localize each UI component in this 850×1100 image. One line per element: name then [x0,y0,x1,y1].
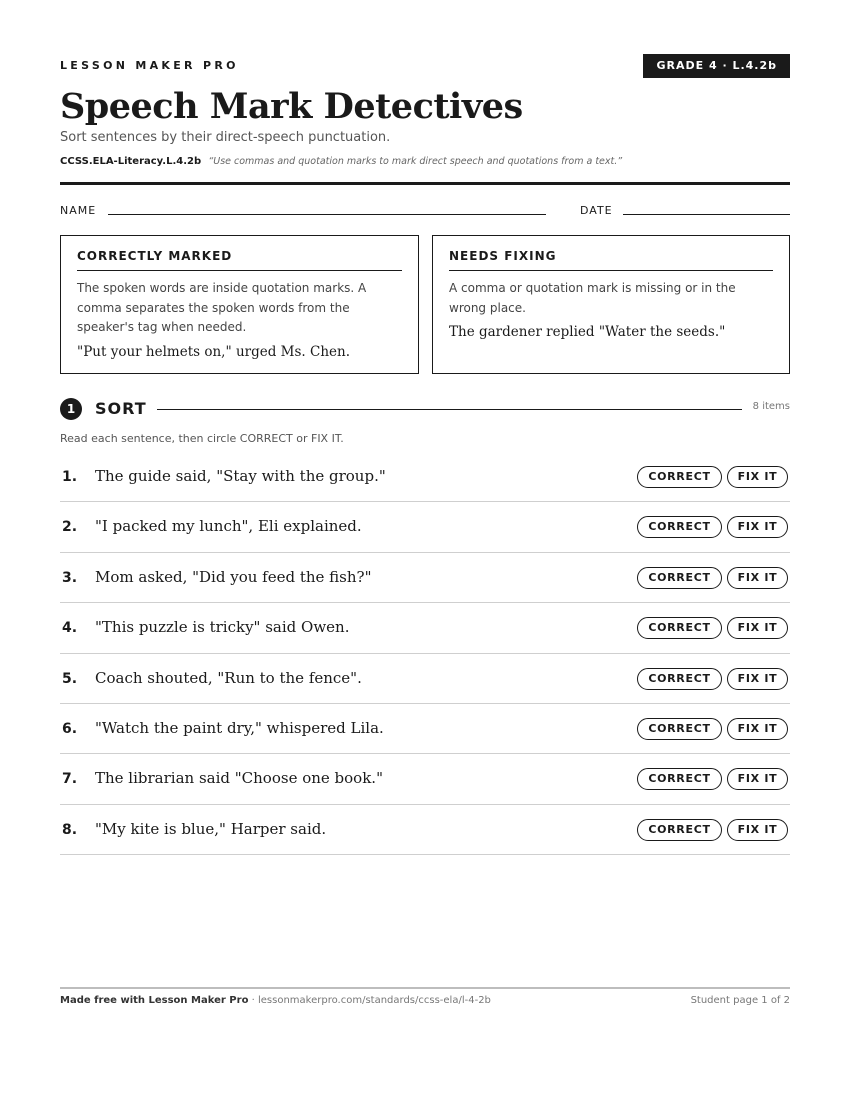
correct-box-example: "Put your helmets on," urged Ms. Chen. [77,343,350,360]
item-number: 3. [62,569,78,586]
correct-option[interactable]: CORRECT [637,617,722,639]
list-item [60,754,790,804]
footer-separator: · [248,995,258,1006]
brand-name: LESSON MAKER PRO [60,59,239,72]
correct-option[interactable]: CORRECT [637,819,722,841]
item-number: 8. [62,821,78,838]
correct-option[interactable]: CORRECT [637,567,722,589]
correct-example-box [60,235,419,374]
fix-it-option[interactable]: FIX IT [727,768,788,790]
item-sentence: "This puzzle is tricky" said Owen. [95,618,350,637]
date-label: DATE [580,204,613,217]
list-item [60,805,790,855]
correct-option[interactable]: CORRECT [637,466,722,488]
item-sentence: Coach shouted, "Run to the fence". [95,668,362,687]
correct-option[interactable]: CORRECT [637,668,722,690]
date-field[interactable] [623,214,790,215]
correct-option[interactable]: CORRECT [637,718,722,740]
item-sentence: "I packed my lunch", Eli explained. [95,517,362,536]
fix-it-option[interactable]: FIX IT [727,466,788,488]
correct-option[interactable]: CORRECT [637,516,722,538]
item-sentence: "Watch the paint dry," whispered Lila. [95,718,384,737]
item-number: 7. [62,771,78,788]
step-number-badge: 1 [60,398,82,420]
section-divider [157,409,742,410]
footer-made-with: Made free with Lesson Maker Pro [60,995,249,1006]
item-sentence: Mom asked, "Did you feed the fish?" [95,567,372,586]
sort-section-header [60,398,790,420]
fix-it-option[interactable]: FIX IT [727,617,788,639]
correct-box-description: The spoken words are inside quotation marks. A comma separates the spoken words from the speaker's tag when needed. [77,281,367,334]
item-number: 4. [62,620,78,637]
section-instruction: Read each sentence, then circle CORRECT or FIX IT. [60,432,344,445]
fix-it-option[interactable]: FIX IT [727,819,788,841]
name-field[interactable] [108,214,546,215]
fix-box-description: A comma or quotation mark is missing or in the wrong place. [449,281,736,315]
fix-it-option[interactable]: FIX IT [727,668,788,690]
standard-line [60,156,622,167]
fix-it-option[interactable]: FIX IT [727,516,788,538]
item-number: 6. [62,720,78,737]
page-title: Speech Mark Detectives [60,86,523,127]
list-item [60,452,790,502]
list-item [60,502,790,552]
item-count: 8 items [752,401,790,412]
footer-url[interactable]: lessonmakerpro.com/standards/ccss-ela/l-4-2b [257,995,491,1006]
list-item [60,654,790,704]
header-bar [60,54,790,78]
fix-it-option[interactable]: FIX IT [727,567,788,589]
sentence-list [60,452,790,855]
name-label: NAME [60,204,97,217]
standard-text: “Use commas and quotation marks to mark direct speech and quotations from a text.” [208,156,623,167]
fix-box-example: The gardener replied "Water the seeds." [449,324,726,340]
correct-box-heading: CORRECTLY MARKED [77,249,402,271]
footer-divider [60,987,790,989]
fix-box-heading: NEEDS FIXING [449,249,773,271]
item-number: 1. [62,469,78,485]
page-indicator: Student page 1 of 2 [690,995,790,1006]
item-sentence: The librarian said "Choose one book." [95,769,383,788]
item-number: 2. [62,519,78,536]
list-item [60,704,790,754]
item-sentence: "My kite is blue," Harper said. [95,819,327,838]
item-number: 5. [62,670,78,687]
page-subtitle: Sort sentences by their direct-speech punctuation. [60,130,391,145]
fix-it-option[interactable]: FIX IT [727,718,788,740]
grade-badge: GRADE 4 · L.4.2b [643,54,790,78]
list-item [60,603,790,653]
header-divider [60,182,790,185]
standard-code: CCSS.ELA-Literacy.L.4.2b [60,156,202,167]
list-item [60,553,790,603]
fix-example-box [432,235,790,374]
footer-credit [60,995,491,1006]
section-title: SORT [95,399,147,418]
correct-option[interactable]: CORRECT [637,768,722,790]
item-sentence: The guide said, "Stay with the group." [95,467,386,485]
